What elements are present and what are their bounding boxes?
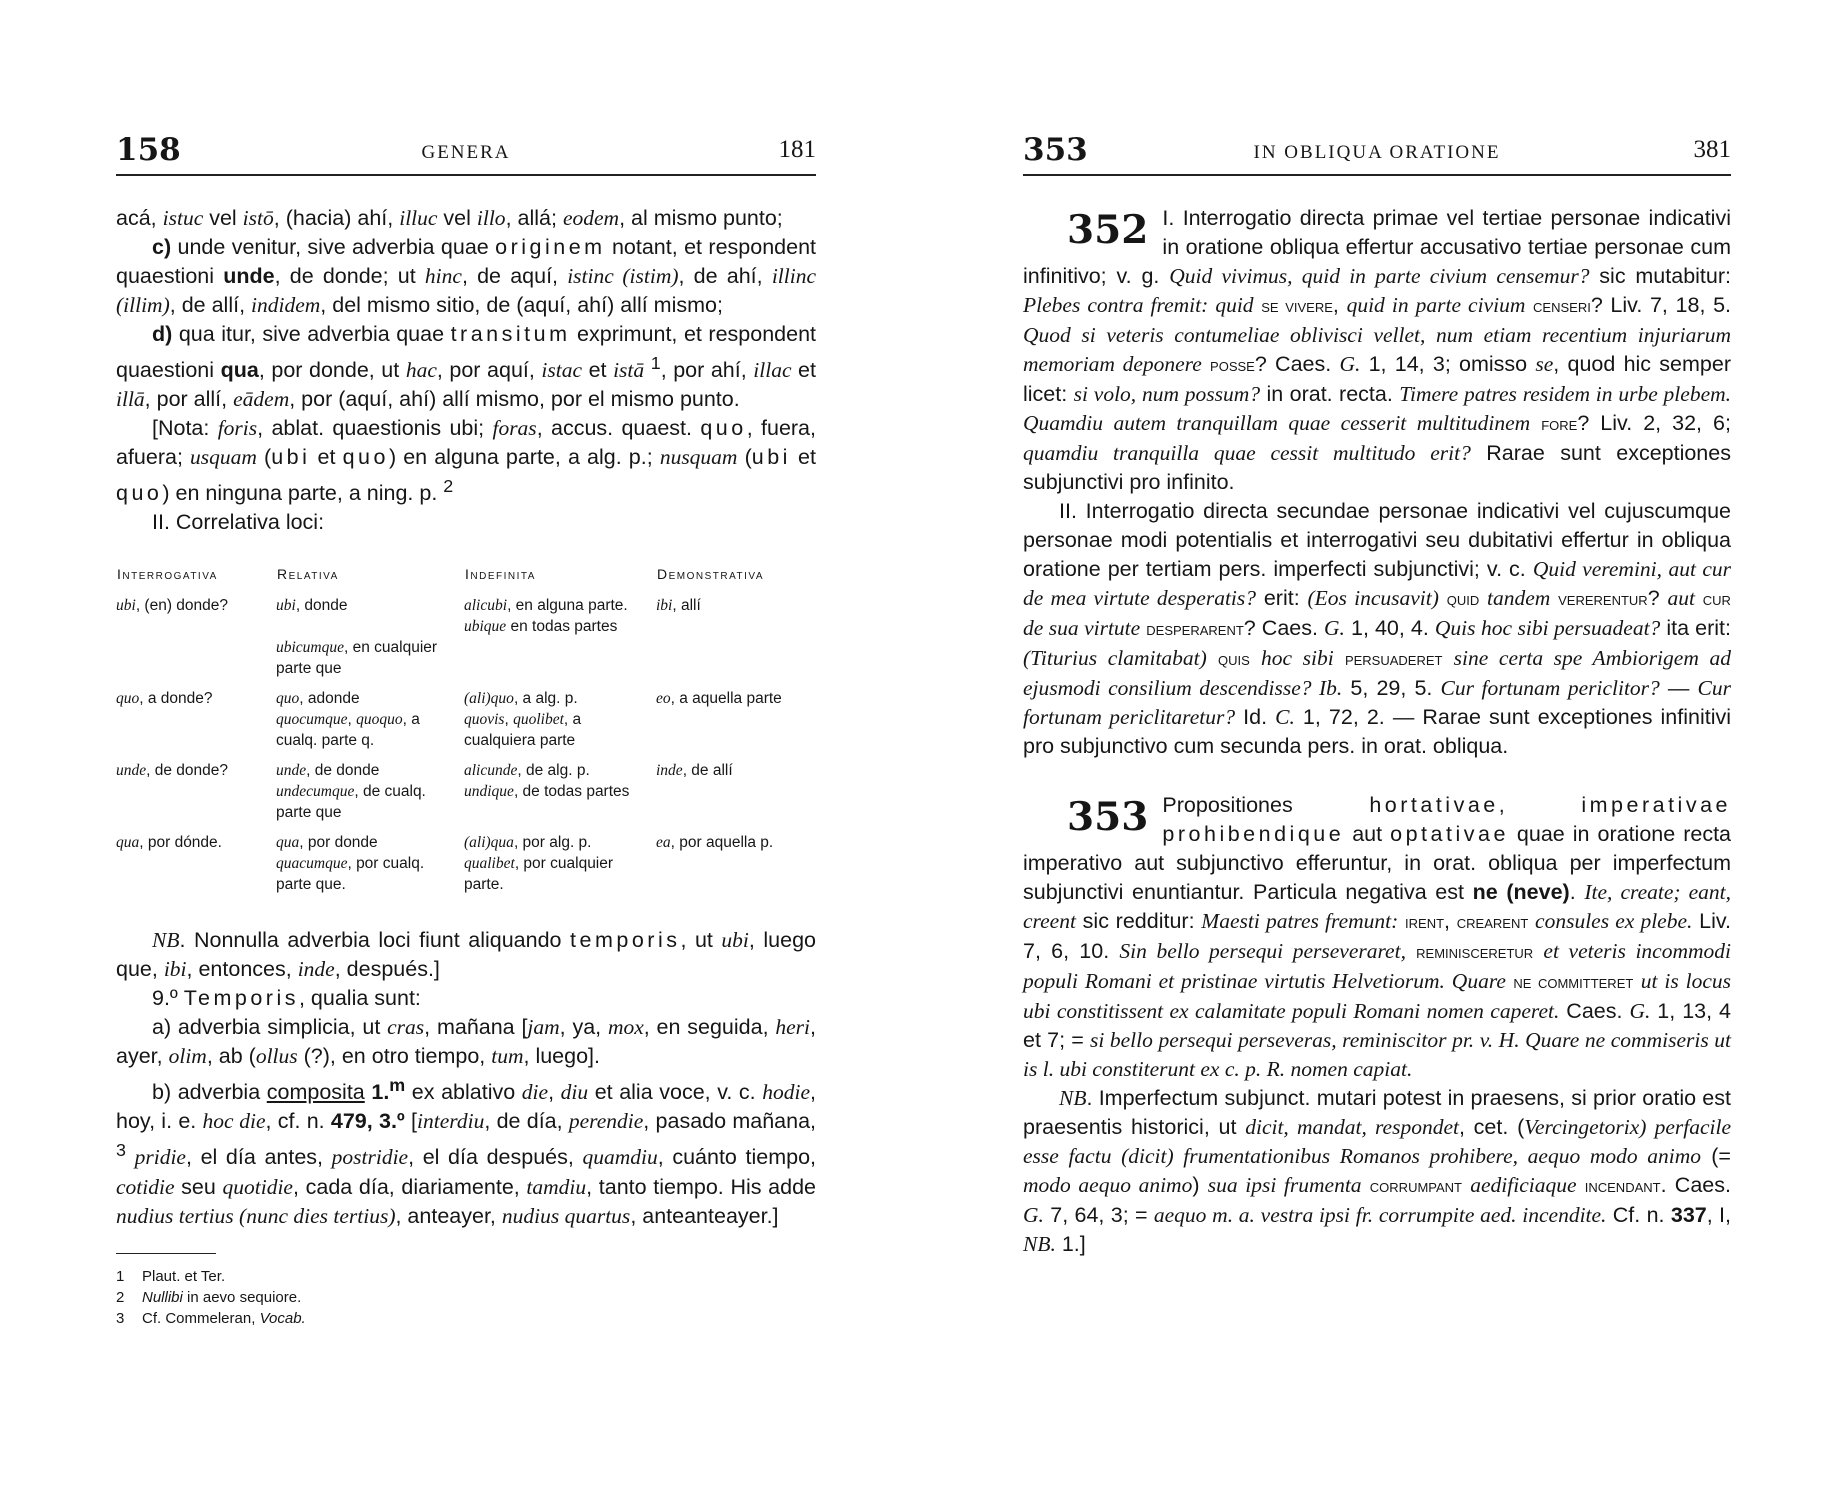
paragraph: NB. Nonnulla adverbia loci fiunt aliquando temporis, ut ubi, luego que, ibi, entonces, inde, después.] <box>116 928 816 982</box>
paragraph: Propositiones hortativae, imperativae prohibendique aut optativae quae in oratione recta imperativo aut subjunctivo efferuntur, in orat. obliqua per imperfectum subjunctivi enuntiantur. Particula negativa est ne (neve). Ite, create; eant, creent sic redditur: Maesti patres fremunt: irent, crearent consules ex plebe. Liv. 7, 6, 10. Sin bello persequi perseveraret, reminisceretur et veteris incommodi populi Romani et pristinae virtutis Helvetiorum. Quare ne committeret ut is locus ubi constitissent ex calamitate populi Romani nomen caperet. Caes. G. 1, 13, 4 et 7; = si bello persequi perseveras, reminiscitor pr. v. H. Quare ne commiseris ut is l. ubi constiterunt ex c. p. R. nomen capiat. <box>1023 793 1732 1081</box>
right-page <box>1023 0 1731 1259</box>
footnotes <box>116 1266 816 1329</box>
section-number: 353 <box>1023 132 1088 168</box>
paragraph: 9.º Temporis, qualia sunt: <box>152 986 421 1011</box>
table-header-row <box>116 563 816 595</box>
table-cell: alicunde, de alg. p. undique, de todas partes <box>464 762 630 801</box>
column-header: Relativa <box>277 566 339 583</box>
table-cell: quo, adonde quocumque, quoquo, a cualq. parte q. <box>276 690 420 750</box>
table-row <box>116 760 816 832</box>
table-cell: unde, de donde? <box>116 762 229 780</box>
footnote-text: Nullibi in aevo sequiore. <box>142 1288 302 1306</box>
section-number: 158 <box>116 132 181 168</box>
paragraph: b) adverbia composita 1.$^m$ ex ablativo die, diu et alia voce, v. c. hodie, hoy, i. e. hoc die, cf. n. 479, 3.º [interdiu, de día, perendie, pasado mañana, $^3$ pridie, el día antes, postridie, el día después, quamdiu, cuánto tiempo, cotidie seu quotidie, cada día, diariamente, tamdiu, tanto tiempo. His adde nudius tertius (nunc dies tertius), anteayer, nudius quartus, anteanteayer.] <box>116 1075 817 1228</box>
footnote <box>116 1287 816 1308</box>
paragraph: d) qua itur, sive adverbia quae transitum exprimunt, et respondent quaestioni qua, por donde, ut hac, por aquí, istac et istā $^1$, por ahí, illac et illā, por allí, eādem, por (aquí, ahí) allí mismo, por el mismo punto. <box>116 322 816 412</box>
left-page-header <box>116 130 816 176</box>
numbered-section <box>1023 204 1731 761</box>
paragraph: c) unde venitur, sive adverbia quae originem notant, et respondent quaestioni unde, de donde; ut hinc, de aquí, istinc (istim), de ahí, illinc (illim), de allí, indidem, del mismo sitio, de (aquí, ahí) allí mismo; <box>116 235 817 317</box>
running-title: GENERA <box>421 142 511 163</box>
table-cell: (ali)quo, a alg. p. quovis, quolibet, a cualquiera parte <box>464 690 582 750</box>
footnote-number: 2 <box>116 1288 125 1306</box>
column-header: Indefinita <box>465 566 536 583</box>
paragraph-group <box>116 926 816 1230</box>
table-cell: unde, de donde undecumque, de cualq. parte que <box>276 762 426 822</box>
paragraph-group <box>116 204 816 537</box>
table-cell: qua, por dónde. <box>116 834 222 852</box>
table-cell: qua, por donde quacumque, por cualq. parte que. <box>276 834 425 894</box>
footnote-text: Plaut. et Ter. <box>142 1267 226 1285</box>
table-cell: quo, a donde? <box>116 690 213 708</box>
left-page <box>116 0 816 1329</box>
right-page-body <box>1023 204 1731 1259</box>
section-number: 352 <box>1067 207 1149 253</box>
left-page-body <box>116 204 816 1231</box>
paragraph: acá, istuc vel istō, (hacia) ahí, illuc vel illo, allá; eodem, al mismo punto; <box>116 206 783 230</box>
section-gap <box>1023 761 1731 791</box>
footnote <box>116 1308 816 1329</box>
column-header: Demonstrativa <box>657 566 765 583</box>
table-row <box>116 688 816 760</box>
paragraph: a) adverbia simplicia, ut cras, mañana [jam, ya, mox, en seguida, heri, ayer, olim, ab (ollus (?), en otro tiempo, tum, luego]. <box>116 1015 816 1069</box>
correlativa-table <box>116 563 816 904</box>
paragraph: II. Interrogatio directa secundae personae indicativi vel cujuscumque personae modi potentialis et interrogativi seu dubitativi effertur in obliqua oratione per tertiam pers. imperfecti subjunctivi; v. c. Quid veremini, aut cur de mea virtute desperatis? erit: (Eos incusavit) quid tandem vererentur? aut cur de sua virtute desperarent? Caes. G. 1, 40, 4. Quis hoc sibi persuadeat? ita erit: (Titurius clamitabat) quis hoc sibi persuaderet sine certa spe Ambiorigem ad ejusmodi consilium descendisse? Ib. 5, 29, 5. Cur fortunam periclitor? — Cur fortunam periclitaretur? Id. C. 1, 72, 2. — Rarae sunt exceptiones infinitivi pro subjunctivo cum secunda pers. in orat. obliqua. <box>1023 499 1732 758</box>
page-number: 181 <box>778 136 816 163</box>
footnote-text: Cf. Commeleran, Vocab. <box>142 1309 306 1327</box>
table-row <box>116 832 816 904</box>
numbered-section <box>1023 791 1731 1259</box>
table-cell: alicubi, en alguna parte. ubique en todas partes <box>464 597 628 636</box>
table-body <box>116 595 816 904</box>
table-cell: ea, por aquella p. <box>656 834 774 852</box>
paragraph: I. Interrogatio directa primae vel tertiae personae indicativi in oratione obliqua effertur accusativo tertiae personae cum infinitivo; v. g. Quid vivimus, quid in parte civium censemur? sic mutabitur: Plebes contra fremit: quid se vivere, quid in parte civium censeri? Liv. 7, 18, 5. Quod si veteris contumeliae oblivisci vellet, num etiam recentium injuriarum memoriam deponere posse? Caes. G. 1, 14, 3; omisso se, quod hic semper licet: si volo, num possum? in orat. recta. Timere patres residem in urbe plebem. Quamdiu autem tranquillam quae cesserit multitudinem fore? Liv. 2, 32, 6; quamdiu tranquilla quae cessit multitudo erit? Rarae sunt exceptiones subjunctivi pro infinito. <box>1023 206 1732 494</box>
right-page-header <box>1023 130 1731 176</box>
section-number: 353 <box>1067 794 1149 840</box>
paragraph: NB. Imperfectum subjunct. mutari potest in praesens, si prior oratio est praesentis historici, ut dicit, mandat, respondet, cet. (Vercingetorix) perfacile esse factu (dicit) frumentationibus Romanos prohibere, aequo modo animo (= modo aequo animo) sua ipsi frumenta corrumpant aedificiaque incendant. Caes. G. 7, 64, 3; = aequo m. a. vestra ipsi fr. corrumpite aed. incendite. Cf. n. 337, I, NB. 1.] <box>1023 1086 1731 1256</box>
paragraph: II. Correlativa loci: <box>152 510 325 535</box>
footnote <box>116 1266 816 1287</box>
table-row <box>116 595 816 688</box>
table-cell: ibi, allí <box>656 597 701 615</box>
footnote-number: 3 <box>116 1309 125 1327</box>
footnote-rule <box>116 1253 216 1254</box>
page-number: 381 <box>1693 136 1731 163</box>
table-cell: ubi, (en) donde? <box>116 597 229 615</box>
table-cell: eo, a aquella parte <box>656 690 782 708</box>
paragraph: [Nota: foris, ablat. quaestionis ubi; foras, accus. quaest. quo, fuera, afuera; usquam (ubi et quo) en alguna parte, a alg. p.; nusquam (ubi et quo) en ninguna parte, a ning. p. $^2$ <box>116 416 816 506</box>
column-header: Interrogativa <box>117 566 218 583</box>
footnote-number: 1 <box>116 1267 125 1285</box>
table-cell: ubi, donde ubicumque, en cualquier parte que <box>276 597 438 678</box>
running-title: IN OBLIQUA ORATIONE <box>1253 142 1501 163</box>
table-cell: (ali)qua, por alg. p. qualibet, por cualquier parte. <box>464 834 614 894</box>
table-cell: inde, de allí <box>656 762 733 780</box>
